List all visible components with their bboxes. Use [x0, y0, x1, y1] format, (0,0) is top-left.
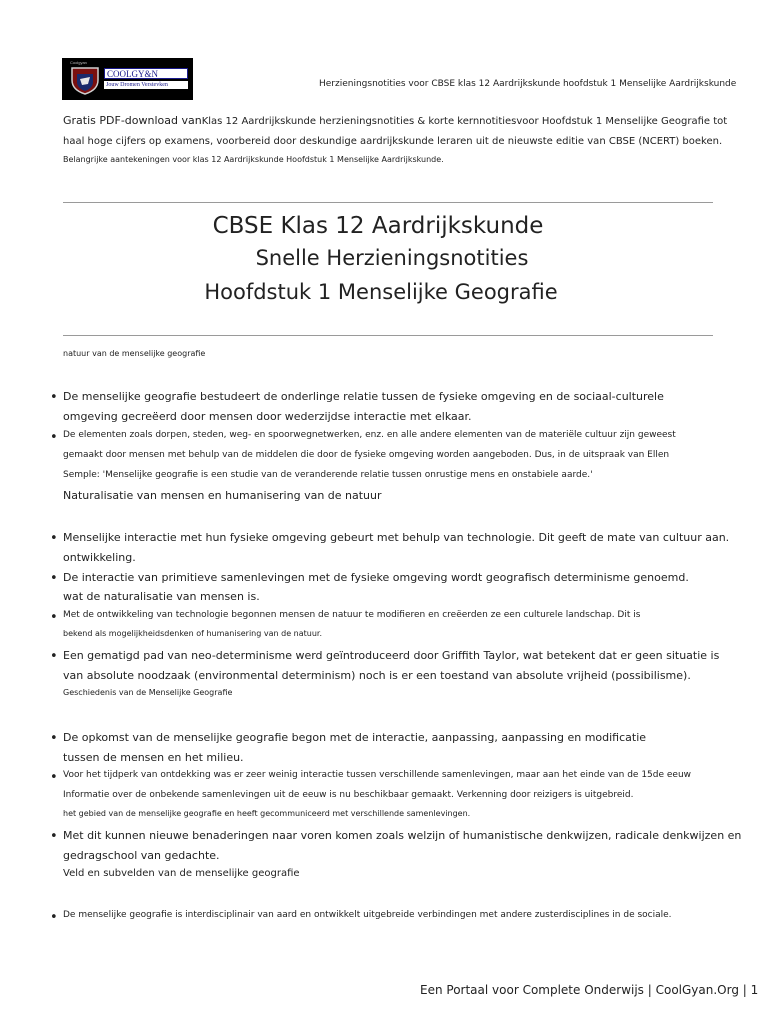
intro-download-text: Gratis PDF-download van	[63, 114, 202, 127]
bullet: •	[50, 770, 58, 785]
list-item-text: Menselijke interactie met hun fysieke omgeving gebeurt met behulp van technologie. Dit geeft de mate van cultuur aan.	[63, 531, 730, 544]
divider-bottom	[63, 335, 713, 336]
section-subheading: Naturalisatie van mensen en humanisering van de natuur	[63, 489, 382, 502]
intro-block	[63, 111, 728, 168]
logo-mini-text: Coolgyan	[70, 60, 87, 65]
bullet: •	[50, 430, 58, 445]
intro-line-2: haal hoge cijfers op examens, voorbereid door deskundige aardrijkskunde leraren uit de nieuwste editie van CBSE (NCERT) boeken.	[63, 136, 723, 147]
intro-line-3: Belangrijke aantekeningen voor klas 12 Aardrijkskunde Hoofdstuk 1 Menselijke Aardrijkskunde.	[63, 155, 444, 164]
bullet: •	[50, 610, 58, 625]
bullet: •	[50, 829, 58, 844]
section-subheading: Veld en subvelden van de menselijke geografie	[63, 868, 300, 879]
coolgyan-logo	[62, 58, 193, 100]
bullet: •	[50, 731, 58, 746]
intro-description: Klas 12 Aardrijkskunde herzieningsnotities & korte kernnotitiesvoor Hoofdstuk 1 Menselijke Geografie tot	[201, 116, 728, 127]
bullet: •	[50, 910, 58, 925]
page-subtitle: Snelle Herzieningsnotities	[255, 246, 529, 270]
list-item-text: De menselijke geografie is interdisciplinair van aard en ontwikkelt uitgebreide verbindingen met andere zusterdisciplines in de sociale.	[63, 910, 672, 920]
list-item-text: omgeving gecreëerd door mensen door wederzijdse interactie met elkaar.	[63, 410, 472, 423]
bullet: •	[50, 390, 58, 405]
list-item-text: De opkomst van de menselijke geografie begon met de interactie, aanpassing, aanpassing en modificatie	[63, 731, 647, 744]
list-item-text: De interactie van primitieve samenlevingen met de fysieke omgeving wordt geografisch determinisme genoemd.	[63, 571, 689, 584]
bullet: •	[50, 531, 58, 546]
page-title: CBSE Klas 12 Aardrijkskunde	[212, 213, 544, 239]
bullet: •	[50, 649, 58, 664]
list-item-text: het gebied van de menselijke geografie en heeft gecommuniceerd met verschillende samenlevingen.	[63, 809, 471, 818]
intro-line-1	[63, 111, 728, 132]
list-item-text: ontwikkeling.	[63, 551, 136, 564]
logo-tagline: Jouw Dromen Verstevken	[104, 81, 188, 89]
list-item-text: gemaakt door mensen met behulp van de middelen die door de fysieke omgeving worden aangeboden. Dus, in de uitspraak van Ellen	[63, 450, 670, 460]
chapter-title: Hoofdstuk 1 Menselijke Geografie	[204, 280, 558, 304]
list-item-text: van absolute noodzaak (environmental determinism) noch is er een toestand van absolute vrijheid (possibilisme).	[63, 669, 691, 682]
list-item-text: Met de ontwikkeling van technologie begonnen mensen de natuur te modifieren en creëerden ze een culturele landschap. Dit is	[63, 610, 641, 620]
list-item-text: Een gematigd pad van neo-determinisme werd geïntroduceerd door Griffith Taylor, wat betekent dat er geen situatie is	[63, 649, 720, 662]
list-item-text: bekend als mogelijkheidsdenken of humanisering van de natuur.	[63, 629, 323, 638]
list-item-text: wat de naturalisatie van mensen is.	[63, 590, 260, 603]
list-item-text: gedragschool van gedachte.	[63, 849, 220, 862]
list-item-text: De elementen zoals dorpen, steden, weg- en spoorwegnetwerken, enz. en alle andere elementen van de materiële cultuur zijn geweest	[63, 430, 676, 440]
shield-crest-icon	[68, 62, 102, 96]
divider-top	[63, 202, 713, 203]
list-item-text: Semple: 'Menselijke geografie is een studie van de veranderende relatie tussen onrustige mens en onstabiele aarde.'	[63, 470, 593, 480]
list-item-text: Informatie over de onbekende samenlevingen uit de eeuw is nu beschikbaar gemaakt. Verkenning door reizigers is uitgebreid.	[63, 790, 634, 800]
bullet: •	[50, 571, 58, 586]
section-subheading: Geschiedenis van de Menselijke Geografie	[63, 688, 233, 697]
list-item-text: Met dit kunnen nieuwe benaderingen naar voren komen zoals welzijn of humanistische denkwijzen, radicale denkwijzen en	[63, 829, 742, 842]
page-footer: Een Portaal voor Complete Onderwijs | CoolGyan.Org | 1	[420, 983, 759, 997]
section-heading-nature: natuur van de menselijke geografie	[63, 349, 206, 358]
list-item-text: De menselijke geografie bestudeert de onderlinge relatie tussen de fysieke omgeving en de sociaal-culturele	[63, 390, 664, 403]
logo-brand-text: COOLGY&N	[104, 68, 188, 79]
header-title: Herzieningsnotities voor CBSE klas 12 Aardrijkskunde hoofdstuk 1 Menselijke Aardrijkskunde	[319, 79, 737, 89]
list-item-text: tussen de mensen en het milieu.	[63, 751, 244, 764]
list-item-text: Voor het tijdperk van ontdekking was er zeer weinig interactie tussen verschillende samenlevingen, maar aan het einde van de 15de eeuw	[63, 770, 692, 780]
